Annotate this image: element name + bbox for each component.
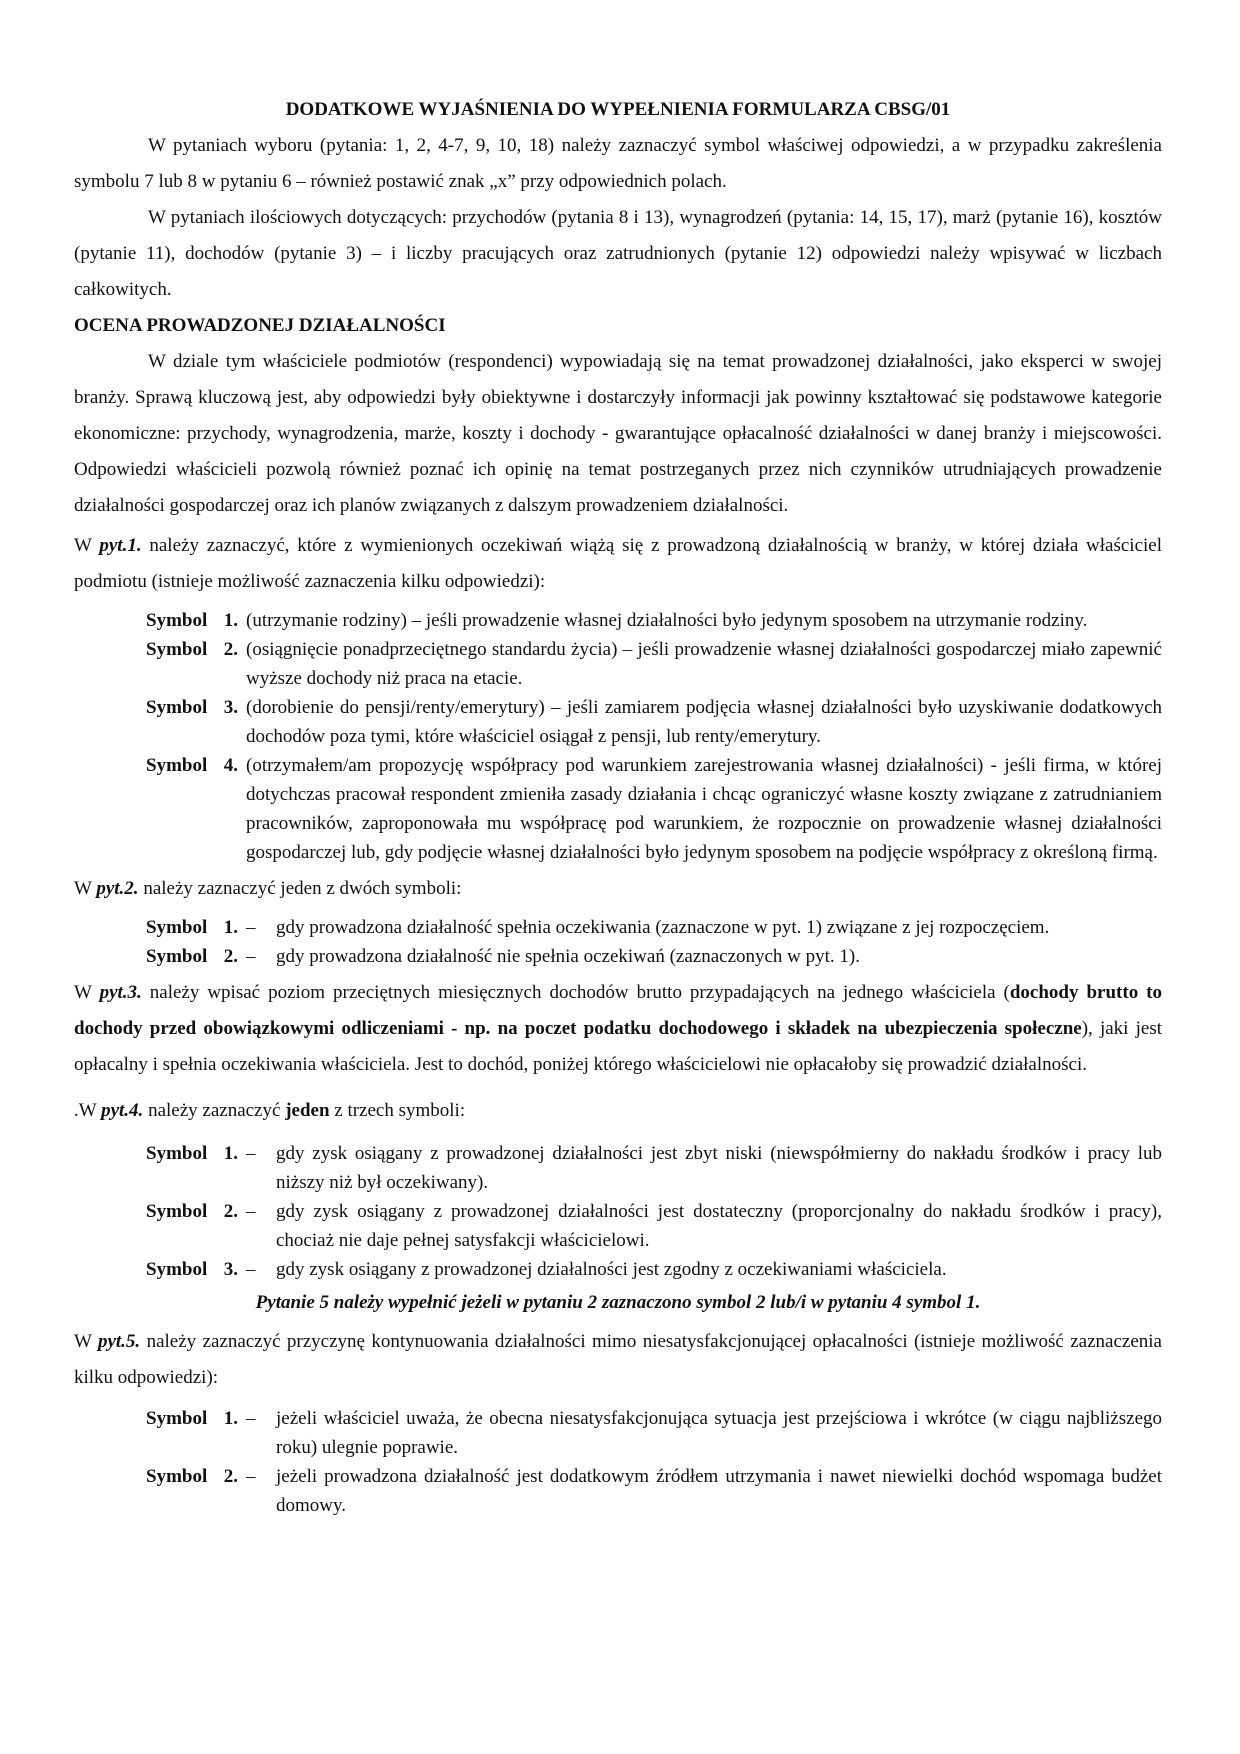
symbol-description: jeżeli właściciel uważa, że obecna niesatysfakcjonująca sytuacja jest przejściowa i wkrótce (w ciągu najbliższego roku) ulegnie poprawie. — [276, 1408, 1162, 1458]
q4-ref: pyt.4. — [101, 1100, 144, 1121]
q5-conditional-note: Pytanie 5 należy wypełnić jeżeli w pytaniu 2 zaznaczono symbol 2 lub/i w pytaniu 4 symbol 1. — [255, 1292, 981, 1313]
symbol-label: Symbol — [146, 755, 208, 776]
symbol-number: 1. — [223, 1143, 238, 1164]
symbol-description: (otrzymałem/am propozycję współpracy pod warunkiem zarejestrowania własnej działalności) - jeśli firma, w której dotychczas pracował respondent zmieniła zasady działania i chcąc ograniczyć własne koszty związane z zatrudnianiem pracowników, zaproponowała mu współpracę pod warunkiem, że rozpocznie on prowadzenie własnej działalności gospodarczej lub, gdy podjęcie własnej działalności było jedynym sposobem na podjęcie współpracy z określoną firmą. — [246, 755, 1162, 863]
section-heading: OCENA PROWADZONEJ DZIAŁALNOŚCI — [74, 315, 446, 336]
symbol-description: gdy zysk osiągany z prowadzonej działalności jest zgodny z oczekiwaniami właściciela. — [276, 1259, 947, 1280]
symbol-label: Symbol — [146, 1408, 208, 1429]
intro-paragraph-1: W pytaniach wyboru (pytania: 1, 2, 4-7, 9, 10, 18) należy zaznaczyć symbol właściwej odpowiedzi, a w przypadku zakreślenia symbolu 7 lub 8 w pytaniu 6 – również postawić znak „x” przy odpowiednich polach. — [74, 135, 1162, 192]
symbol-label: Symbol — [146, 1466, 208, 1487]
symbol-description: gdy zysk osiągany z prowadzonej działalności jest zbyt niski (niewspółmierny do nakładu środków i pracy lub niższy niż był oczekiwany). — [276, 1143, 1162, 1193]
q1-symbol-list — [146, 606, 1162, 867]
symbol-dash: – — [246, 946, 256, 967]
q1-ref: pyt.1. — [99, 535, 142, 556]
symbol-dash: – — [246, 1259, 256, 1280]
q1-symbol-item — [146, 606, 1162, 635]
q3-ref: pyt.3. — [99, 982, 142, 1003]
q1-symbol-item — [146, 693, 1162, 751]
symbol-number: 3. — [223, 1259, 238, 1280]
q2-symbol-item — [146, 942, 1162, 971]
q4-symbol-item — [146, 1197, 1162, 1255]
q5-symbol-list — [146, 1404, 1162, 1520]
q1-symbol-item — [146, 635, 1162, 693]
symbol-dash: – — [246, 917, 256, 938]
symbol-number: 2. — [223, 1201, 238, 1222]
symbol-label: Symbol — [146, 610, 208, 631]
q1-intro: W pyt.1. należy zaznaczyć, które z wymienionych oczekiwań wiążą się z prowadzoną działalnością w branży, w której działa właściciel podmiotu (istnieje możliwość zaznaczenia kilku odpowiedzi): — [74, 535, 1162, 592]
q4-symbol-item — [146, 1255, 1162, 1284]
symbol-description: (dorobienie do pensji/renty/emerytury) – jeśli zamiarem podjęcia własnej działalności było uzyskiwanie dodatkowych dochodów poza tymi, które właściciel osiągał z pensji, lub renty/emerytury. — [246, 697, 1162, 747]
symbol-number: 4. — [223, 755, 238, 776]
symbol-label: Symbol — [146, 1201, 208, 1222]
symbol-number: 2. — [223, 946, 238, 967]
symbol-number: 3. — [223, 697, 238, 718]
symbol-number: 1. — [223, 610, 238, 631]
symbol-label: Symbol — [146, 1259, 208, 1280]
symbol-dash: – — [246, 1201, 256, 1222]
q3-bold-definition: dochody brutto to dochody przed obowiązkowymi odliczeniami - np. na poczet podatku dochodowego i składek na ubezpieczenia społeczne — [74, 982, 1162, 1039]
symbol-description: gdy zysk osiągany z prowadzonej działalności jest dostateczny (proporcjonalny do nakładu środków i pracy), chociaż nie daje pełnej satysfakcji właścicielowi. — [276, 1201, 1162, 1251]
section-paragraph: W dziale tym właściciele podmiotów (respondenci) wypowiadają się na temat prowadzonej działalności, jako eksperci w swojej branży. Sprawą kluczową jest, aby odpowiedzi były obiektywne i dostarczyły informacji jak powinny kształtować się podstawowe kategorie ekonomiczne: przychody, wynagrodzenia, marże, koszty i dochody - gwarantujące opłacalność działalności w danej branży i miejscowości. Odpowiedzi właścicieli pozwolą również poznać ich opinię na temat postrzeganych przez nich czynników utrudniających prowadzenie działalności gospodarczej oraz ich planów związanych z dalszym prowadzeniem działalności. — [74, 351, 1162, 516]
q4-symbol-item — [146, 1139, 1162, 1197]
q1-symbol-item — [146, 751, 1162, 867]
q5-symbol-item — [146, 1462, 1162, 1520]
symbol-label: Symbol — [146, 639, 208, 660]
symbol-description: gdy prowadzona działalność nie spełnia oczekiwań (zaznaczonych w pyt. 1). — [276, 946, 861, 967]
document-title: DODATKOWE WYJAŚNIENIA DO WYPEŁNIENIA FORMULARZA CBSG/01 — [285, 99, 951, 120]
symbol-number: 2. — [223, 1466, 238, 1487]
symbol-description: (utrzymanie rodziny) – jeśli prowadzenie własnej działalności było jedynym sposobem na utrzymanie rodziny. — [246, 610, 1088, 631]
symbol-number: 1. — [223, 1408, 238, 1429]
symbol-dash: – — [246, 1466, 256, 1487]
symbol-label: Symbol — [146, 946, 208, 967]
symbol-dash: – — [246, 1143, 256, 1164]
q2-ref: pyt.2. — [96, 878, 139, 899]
q5-symbol-item — [146, 1404, 1162, 1462]
symbol-label: Symbol — [146, 1143, 208, 1164]
q4-symbol-list — [146, 1139, 1162, 1284]
symbol-description: gdy prowadzona działalność spełnia oczekiwania (zaznaczone w pyt. 1) związane z jej rozpoczęciem. — [276, 917, 1050, 938]
symbol-description: (osiągnięcie ponadprzeciętnego standardu życia) – jeśli prowadzenie własnej działalności gospodarczej miało zapewnić wyższe dochody niż praca na etacie. — [246, 639, 1162, 689]
symbol-dash: – — [246, 1408, 256, 1429]
q3-paragraph: W pyt.3. należy wpisać poziom przeciętnych miesięcznych dochodów brutto przypadających na jednego właściciela (dochody brutto to dochody przed obowiązkowymi odliczeniami - np. na poczet podatku dochodowego i składek na ubezpieczenia społeczne), jaki jest opłacalny i spełnia oczekiwania właściciela. Jest to dochód, poniżej którego właścicielowi nie opłacałoby się prowadzić działalności. — [74, 982, 1162, 1075]
q2-symbol-item — [146, 913, 1162, 942]
symbol-label: Symbol — [146, 917, 208, 938]
q5-ref: pyt.5. — [97, 1331, 141, 1352]
intro-paragraph-2: W pytaniach ilościowych dotyczących: przychodów (pytania 8 i 13), wynagrodzeń (pytania: 14, 15, 17), marż (pytanie 16), kosztów (pytanie 11), dochodów (pytanie 3) – i liczby pracujących oraz zatrudnionych (pytanie 12) odpowiedzi należy wpisywać w liczbach całkowitych. — [74, 207, 1162, 300]
symbol-description: jeżeli prowadzona działalność jest dodatkowym źródłem utrzymania i nawet niewielki dochód wspomaga budżet domowy. — [276, 1466, 1162, 1516]
q2-intro: W pyt.2. należy zaznaczyć jeden z dwóch symboli: — [74, 878, 462, 899]
symbol-number: 1. — [223, 917, 238, 938]
symbol-number: 2. — [223, 639, 238, 660]
q5-intro: W pyt.5. należy zaznaczyć przyczynę kontynuowania działalności mimo niesatysfakcjonującej opłacalności (istnieje możliwość zaznaczenia kilku odpowiedzi): — [74, 1331, 1162, 1388]
symbol-label: Symbol — [146, 697, 208, 718]
q2-symbol-list — [146, 913, 1162, 971]
q4-intro: .W pyt.4. należy zaznaczyć jeden z trzech symboli: — [74, 1100, 466, 1121]
